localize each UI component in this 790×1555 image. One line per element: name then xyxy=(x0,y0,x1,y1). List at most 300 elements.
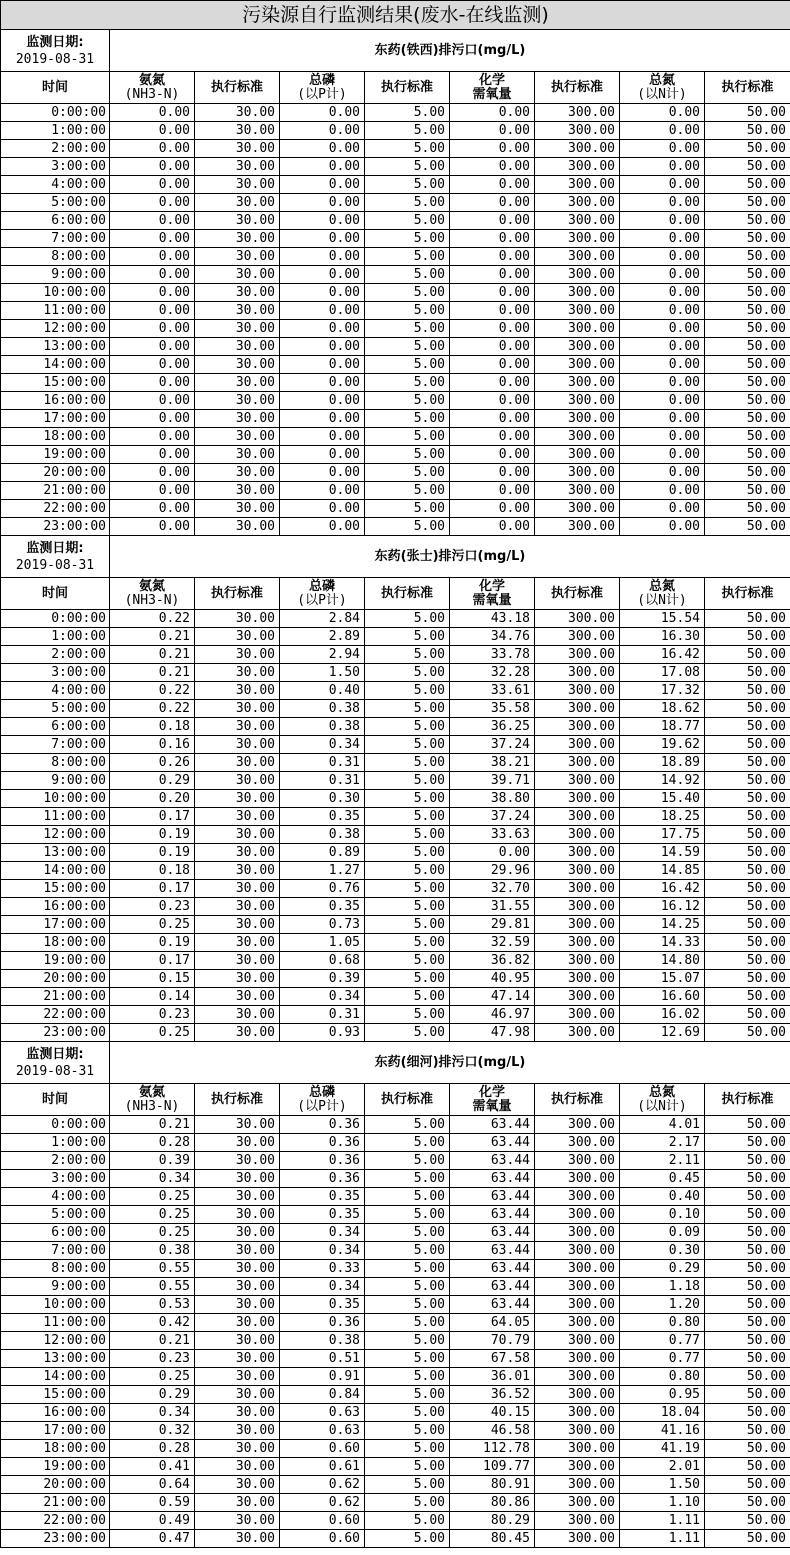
date-label: 监测日期: xyxy=(26,1046,84,1062)
value-cell: 50.00 xyxy=(705,1332,790,1350)
value-cell: 30.00 xyxy=(195,482,280,500)
time-cell: 13:00:00 xyxy=(1,338,110,356)
table-row xyxy=(1,790,790,808)
value-cell: 300.00 xyxy=(535,1170,620,1188)
value-cell: 300.00 xyxy=(535,880,620,898)
value-cell: 0.45 xyxy=(620,1170,705,1188)
value-cell: 12.69 xyxy=(620,1024,705,1042)
value-cell: 0.29 xyxy=(110,772,195,790)
table-row xyxy=(1,1458,790,1476)
value-cell: 30.00 xyxy=(195,952,280,970)
value-cell: 5.00 xyxy=(365,988,450,1006)
value-cell: 5.00 xyxy=(365,1368,450,1386)
time-cell: 12:00:00 xyxy=(1,1332,110,1350)
value-cell: 30.00 xyxy=(195,826,280,844)
value-cell: 30.00 xyxy=(195,302,280,320)
value-cell: 50.00 xyxy=(705,1350,790,1368)
value-cell: 17.75 xyxy=(620,826,705,844)
value-cell: 0.51 xyxy=(280,1350,365,1368)
value-cell: 5.00 xyxy=(365,1386,450,1404)
time-cell: 17:00:00 xyxy=(1,916,110,934)
value-cell: 0.00 xyxy=(280,230,365,248)
value-cell: 30.00 xyxy=(195,428,280,446)
value-cell: 5.00 xyxy=(365,248,450,266)
value-cell: 5.00 xyxy=(365,1006,450,1024)
table-row xyxy=(1,1476,790,1494)
value-cell: 18.77 xyxy=(620,718,705,736)
value-cell: 0.68 xyxy=(280,952,365,970)
value-cell: 33.78 xyxy=(450,646,535,664)
value-cell: 14.85 xyxy=(620,862,705,880)
value-cell: 30.00 xyxy=(195,230,280,248)
value-cell: 63.44 xyxy=(450,1206,535,1224)
value-cell: 0.00 xyxy=(450,284,535,302)
value-cell: 0.00 xyxy=(110,464,195,482)
value-cell: 5.00 xyxy=(365,1170,450,1188)
value-cell: 300.00 xyxy=(535,1458,620,1476)
value-cell: 30.00 xyxy=(195,1332,280,1350)
value-cell: 5.00 xyxy=(365,230,450,248)
table-row xyxy=(1,862,790,880)
value-cell: 50.00 xyxy=(705,1188,790,1206)
value-cell: 300.00 xyxy=(535,1134,620,1152)
value-cell: 300.00 xyxy=(535,1206,620,1224)
value-cell: 50.00 xyxy=(705,1512,790,1530)
value-cell: 0.36 xyxy=(280,1134,365,1152)
value-cell: 300.00 xyxy=(535,1296,620,1314)
value-cell: 5.00 xyxy=(365,1512,450,1530)
value-cell: 0.00 xyxy=(280,446,365,464)
value-cell: 300.00 xyxy=(535,1476,620,1494)
time-cell: 2:00:00 xyxy=(1,1152,110,1170)
value-cell: 0.34 xyxy=(110,1170,195,1188)
value-cell: 36.82 xyxy=(450,952,535,970)
value-cell: 1.10 xyxy=(620,1494,705,1512)
time-cell: 23:00:00 xyxy=(1,518,110,536)
value-cell: 32.28 xyxy=(450,664,535,682)
col-time: 时间 xyxy=(1,578,110,610)
table-row xyxy=(1,230,790,248)
time-cell: 6:00:00 xyxy=(1,1224,110,1242)
value-cell: 14.92 xyxy=(620,772,705,790)
time-cell: 18:00:00 xyxy=(1,1440,110,1458)
value-cell: 0.00 xyxy=(280,482,365,500)
time-cell: 11:00:00 xyxy=(1,302,110,320)
value-cell: 17.08 xyxy=(620,664,705,682)
value-cell: 46.58 xyxy=(450,1422,535,1440)
table-row xyxy=(1,1332,790,1350)
table-row xyxy=(1,338,790,356)
value-cell: 0.00 xyxy=(620,176,705,194)
value-cell: 50.00 xyxy=(705,140,790,158)
value-cell: 5.00 xyxy=(365,1314,450,1332)
value-cell: 30.00 xyxy=(195,1512,280,1530)
col-time: 时间 xyxy=(1,72,110,104)
value-cell: 38.80 xyxy=(450,790,535,808)
value-cell: 16.30 xyxy=(620,628,705,646)
value-cell: 300.00 xyxy=(535,1494,620,1512)
value-cell: 50.00 xyxy=(705,844,790,862)
value-cell: 1.11 xyxy=(620,1512,705,1530)
value-cell: 30.00 xyxy=(195,862,280,880)
time-cell: 16:00:00 xyxy=(1,1404,110,1422)
value-cell: 63.44 xyxy=(450,1224,535,1242)
value-cell: 30.00 xyxy=(195,518,280,536)
value-cell: 300.00 xyxy=(535,610,620,628)
value-cell: 300.00 xyxy=(535,700,620,718)
value-cell: 0.60 xyxy=(280,1530,365,1548)
value-cell: 32.59 xyxy=(450,934,535,952)
value-cell: 5.00 xyxy=(365,862,450,880)
value-cell: 300.00 xyxy=(535,446,620,464)
value-cell: 5.00 xyxy=(365,934,450,952)
table-row xyxy=(1,1206,790,1224)
time-cell: 21:00:00 xyxy=(1,988,110,1006)
value-cell: 0.21 xyxy=(110,664,195,682)
value-cell: 30.00 xyxy=(195,1242,280,1260)
value-cell: 50.00 xyxy=(705,664,790,682)
value-cell: 0.00 xyxy=(620,140,705,158)
value-cell: 50.00 xyxy=(705,1404,790,1422)
value-cell: 50.00 xyxy=(705,302,790,320)
value-cell: 2.17 xyxy=(620,1134,705,1152)
value-cell: 300.00 xyxy=(535,356,620,374)
value-cell: 5.00 xyxy=(365,1476,450,1494)
value-cell: 5.00 xyxy=(365,1350,450,1368)
value-cell: 300.00 xyxy=(535,934,620,952)
value-cell: 5.00 xyxy=(365,176,450,194)
time-cell: 11:00:00 xyxy=(1,808,110,826)
value-cell: 30.00 xyxy=(195,1458,280,1476)
time-cell: 1:00:00 xyxy=(1,628,110,646)
value-cell: 30.00 xyxy=(195,338,280,356)
time-cell: 17:00:00 xyxy=(1,1422,110,1440)
value-cell: 5.00 xyxy=(365,428,450,446)
table-row xyxy=(1,718,790,736)
value-cell: 0.91 xyxy=(280,1368,365,1386)
value-cell: 0.00 xyxy=(110,518,195,536)
col-standard: 执行标准 xyxy=(705,1084,790,1116)
value-cell: 18.89 xyxy=(620,754,705,772)
time-cell: 14:00:00 xyxy=(1,1368,110,1386)
value-cell: 300.00 xyxy=(535,916,620,934)
value-cell: 5.00 xyxy=(365,844,450,862)
value-cell: 300.00 xyxy=(535,754,620,772)
value-cell: 50.00 xyxy=(705,1296,790,1314)
value-cell: 36.01 xyxy=(450,1368,535,1386)
time-cell: 6:00:00 xyxy=(1,718,110,736)
value-cell: 0.00 xyxy=(280,338,365,356)
value-cell: 0.00 xyxy=(620,320,705,338)
value-cell: 0.00 xyxy=(450,410,535,428)
value-cell: 0.34 xyxy=(280,988,365,1006)
value-cell: 5.00 xyxy=(365,1152,450,1170)
table-row xyxy=(1,104,790,122)
time-cell: 15:00:00 xyxy=(1,374,110,392)
value-cell: 30.00 xyxy=(195,916,280,934)
value-cell: 0.34 xyxy=(280,1224,365,1242)
table-row xyxy=(1,1024,790,1042)
table-row xyxy=(1,1188,790,1206)
value-cell: 0.00 xyxy=(110,446,195,464)
value-cell: 50.00 xyxy=(705,898,790,916)
value-cell: 0.00 xyxy=(280,410,365,428)
value-cell: 0.00 xyxy=(620,158,705,176)
value-cell: 0.00 xyxy=(280,302,365,320)
value-cell: 0.00 xyxy=(620,410,705,428)
table-row xyxy=(1,1116,790,1134)
value-cell: 300.00 xyxy=(535,212,620,230)
value-cell: 50.00 xyxy=(705,1024,790,1042)
value-cell: 5.00 xyxy=(365,952,450,970)
table-row xyxy=(1,628,790,646)
monitoring-date-cell xyxy=(1,1042,110,1084)
time-cell: 0:00:00 xyxy=(1,610,110,628)
value-cell: 50.00 xyxy=(705,1314,790,1332)
value-cell: 0.00 xyxy=(620,104,705,122)
value-cell: 36.52 xyxy=(450,1386,535,1404)
value-cell: 50.00 xyxy=(705,1530,790,1548)
value-cell: 30.00 xyxy=(195,628,280,646)
value-cell: 300.00 xyxy=(535,1260,620,1278)
time-cell: 1:00:00 xyxy=(1,122,110,140)
value-cell: 0.00 xyxy=(280,176,365,194)
value-cell: 50.00 xyxy=(705,610,790,628)
time-cell: 4:00:00 xyxy=(1,1188,110,1206)
value-cell: 50.00 xyxy=(705,754,790,772)
value-cell: 0.00 xyxy=(450,518,535,536)
value-cell: 0.09 xyxy=(620,1224,705,1242)
value-cell: 0.38 xyxy=(280,718,365,736)
value-cell: 5.00 xyxy=(365,1494,450,1512)
value-cell: 0.00 xyxy=(110,104,195,122)
table-row xyxy=(1,1224,790,1242)
value-cell: 0.21 xyxy=(110,1332,195,1350)
table-row xyxy=(1,356,790,374)
value-cell: 63.44 xyxy=(450,1260,535,1278)
value-cell: 5.00 xyxy=(365,1458,450,1476)
table-row xyxy=(1,266,790,284)
value-cell: 300.00 xyxy=(535,1024,620,1042)
value-cell: 0.34 xyxy=(280,736,365,754)
time-cell: 20:00:00 xyxy=(1,464,110,482)
value-cell: 18.25 xyxy=(620,808,705,826)
value-cell: 50.00 xyxy=(705,1006,790,1024)
value-cell: 50.00 xyxy=(705,410,790,428)
value-cell: 300.00 xyxy=(535,158,620,176)
value-cell: 0.00 xyxy=(620,446,705,464)
value-cell: 0.36 xyxy=(280,1314,365,1332)
value-cell: 5.00 xyxy=(365,1134,450,1152)
site-header-row xyxy=(1,30,790,72)
value-cell: 0.00 xyxy=(280,392,365,410)
value-cell: 0.23 xyxy=(110,1006,195,1024)
value-cell: 0.80 xyxy=(620,1314,705,1332)
value-cell: 0.31 xyxy=(280,754,365,772)
report-title: 污染源自行监测结果(废水-在线监测) xyxy=(1,1,790,30)
table-row xyxy=(1,1242,790,1260)
value-cell: 50.00 xyxy=(705,428,790,446)
table-row xyxy=(1,410,790,428)
value-cell: 0.29 xyxy=(620,1260,705,1278)
col-standard: 执行标准 xyxy=(705,72,790,104)
value-cell: 5.00 xyxy=(365,194,450,212)
value-cell: 4.01 xyxy=(620,1116,705,1134)
value-cell: 5.00 xyxy=(365,646,450,664)
value-cell: 50.00 xyxy=(705,230,790,248)
value-cell: 0.26 xyxy=(110,754,195,772)
value-cell: 2.84 xyxy=(280,610,365,628)
value-cell: 16.02 xyxy=(620,1006,705,1024)
value-cell: 0.00 xyxy=(110,392,195,410)
value-cell: 30.00 xyxy=(195,970,280,988)
value-cell: 30.00 xyxy=(195,880,280,898)
value-cell: 5.00 xyxy=(365,338,450,356)
table-row xyxy=(1,1278,790,1296)
table-row xyxy=(1,700,790,718)
value-cell: 5.00 xyxy=(365,320,450,338)
value-cell: 300.00 xyxy=(535,1188,620,1206)
value-cell: 5.00 xyxy=(365,140,450,158)
value-cell: 5.00 xyxy=(365,482,450,500)
value-cell: 300.00 xyxy=(535,718,620,736)
value-cell: 0.00 xyxy=(450,230,535,248)
value-cell: 0.00 xyxy=(110,374,195,392)
col-total-nitrogen: 总氮 (以N计) xyxy=(620,578,705,610)
value-cell: 38.21 xyxy=(450,754,535,772)
time-cell: 12:00:00 xyxy=(1,320,110,338)
monitoring-date: 2019-08-31 xyxy=(15,51,95,67)
value-cell: 30.00 xyxy=(195,898,280,916)
col-standard: 执行标准 xyxy=(705,578,790,610)
value-cell: 50.00 xyxy=(705,1368,790,1386)
time-cell: 13:00:00 xyxy=(1,1350,110,1368)
table-row xyxy=(1,1260,790,1278)
value-cell: 0.00 xyxy=(620,392,705,410)
value-cell: 0.55 xyxy=(110,1260,195,1278)
value-cell: 5.00 xyxy=(365,898,450,916)
value-cell: 30.00 xyxy=(195,1116,280,1134)
value-cell: 5.00 xyxy=(365,808,450,826)
value-cell: 5.00 xyxy=(365,700,450,718)
value-cell: 50.00 xyxy=(705,682,790,700)
time-cell: 14:00:00 xyxy=(1,356,110,374)
value-cell: 300.00 xyxy=(535,682,620,700)
time-cell: 11:00:00 xyxy=(1,1314,110,1332)
table-row xyxy=(1,1440,790,1458)
value-cell: 30.00 xyxy=(195,212,280,230)
value-cell: 41.19 xyxy=(620,1440,705,1458)
value-cell: 5.00 xyxy=(365,1206,450,1224)
time-cell: 13:00:00 xyxy=(1,844,110,862)
value-cell: 50.00 xyxy=(705,1422,790,1440)
time-cell: 4:00:00 xyxy=(1,176,110,194)
value-cell: 0.00 xyxy=(450,464,535,482)
time-cell: 21:00:00 xyxy=(1,1494,110,1512)
value-cell: 50.00 xyxy=(705,970,790,988)
value-cell: 0.63 xyxy=(280,1404,365,1422)
value-cell: 0.40 xyxy=(620,1188,705,1206)
value-cell: 5.00 xyxy=(365,790,450,808)
value-cell: 0.40 xyxy=(280,682,365,700)
value-cell: 1.20 xyxy=(620,1296,705,1314)
value-cell: 50.00 xyxy=(705,880,790,898)
value-cell: 50.00 xyxy=(705,1134,790,1152)
value-cell: 50.00 xyxy=(705,1206,790,1224)
value-cell: 14.25 xyxy=(620,916,705,934)
value-cell: 0.00 xyxy=(450,176,535,194)
time-cell: 12:00:00 xyxy=(1,826,110,844)
value-cell: 15.07 xyxy=(620,970,705,988)
value-cell: 2.89 xyxy=(280,628,365,646)
col-cod: 化学 需氧量 xyxy=(450,72,535,104)
value-cell: 46.97 xyxy=(450,1006,535,1024)
value-cell: 300.00 xyxy=(535,302,620,320)
table-row xyxy=(1,646,790,664)
value-cell: 300.00 xyxy=(535,482,620,500)
value-cell: 0.31 xyxy=(280,772,365,790)
value-cell: 5.00 xyxy=(365,1260,450,1278)
value-cell: 300.00 xyxy=(535,104,620,122)
value-cell: 0.20 xyxy=(110,790,195,808)
value-cell: 30.00 xyxy=(195,176,280,194)
value-cell: 30.00 xyxy=(195,1296,280,1314)
value-cell: 30.00 xyxy=(195,446,280,464)
value-cell: 5.00 xyxy=(365,410,450,428)
value-cell: 0.00 xyxy=(110,356,195,374)
value-cell: 300.00 xyxy=(535,1224,620,1242)
value-cell: 5.00 xyxy=(365,284,450,302)
value-cell: 50.00 xyxy=(705,646,790,664)
value-cell: 0.18 xyxy=(110,718,195,736)
value-cell: 5.00 xyxy=(365,500,450,518)
site-header-row xyxy=(1,1042,790,1084)
value-cell: 50.00 xyxy=(705,1116,790,1134)
value-cell: 50.00 xyxy=(705,248,790,266)
table-row xyxy=(1,934,790,952)
table-row xyxy=(1,1350,790,1368)
value-cell: 0.00 xyxy=(280,464,365,482)
value-cell: 0.38 xyxy=(280,826,365,844)
value-cell: 50.00 xyxy=(705,1440,790,1458)
col-ammonia: 氨氮 (NH3-N) xyxy=(110,1084,195,1116)
value-cell: 0.00 xyxy=(450,446,535,464)
value-cell: 300.00 xyxy=(535,1242,620,1260)
col-cod: 化学 需氧量 xyxy=(450,578,535,610)
value-cell: 300.00 xyxy=(535,1278,620,1296)
value-cell: 34.76 xyxy=(450,628,535,646)
value-cell: 300.00 xyxy=(535,1440,620,1458)
value-cell: 0.28 xyxy=(110,1440,195,1458)
table-row xyxy=(1,682,790,700)
value-cell: 14.80 xyxy=(620,952,705,970)
value-cell: 300.00 xyxy=(535,1314,620,1332)
value-cell: 30.00 xyxy=(195,754,280,772)
value-cell: 0.55 xyxy=(110,1278,195,1296)
value-cell: 0.00 xyxy=(280,140,365,158)
time-cell: 4:00:00 xyxy=(1,682,110,700)
time-cell: 14:00:00 xyxy=(1,862,110,880)
value-cell: 0.00 xyxy=(110,284,195,302)
value-cell: 0.21 xyxy=(110,646,195,664)
value-cell: 30.00 xyxy=(195,1314,280,1332)
value-cell: 0.38 xyxy=(110,1242,195,1260)
value-cell: 0.00 xyxy=(450,212,535,230)
value-cell: 31.55 xyxy=(450,898,535,916)
value-cell: 50.00 xyxy=(705,356,790,374)
value-cell: 50.00 xyxy=(705,266,790,284)
value-cell: 0.00 xyxy=(450,844,535,862)
